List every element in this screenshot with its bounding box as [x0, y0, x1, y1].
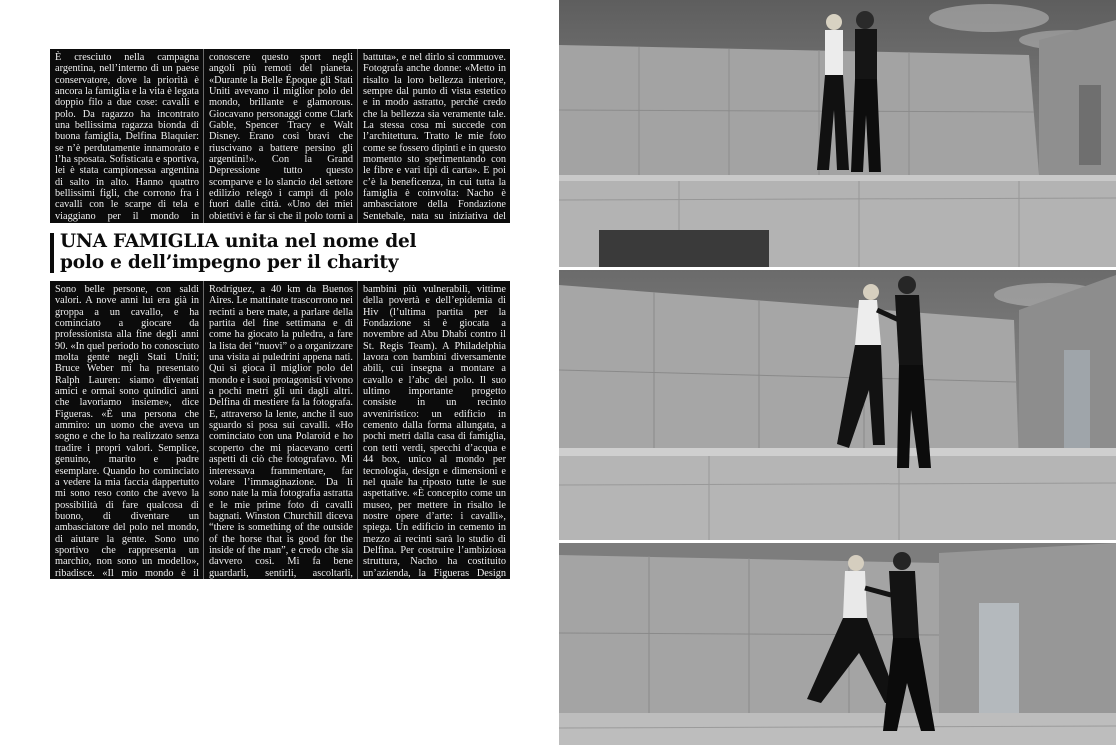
bottom-column-3: bambini più vulnerabili, vittime della povertà e dell’epidemia di Hiv (l’ultima partita per la Fondazione si è giocata a novembre ad Abu Dhabi contro il St. Regis Team). A Philadelphia lavora con bambini diversamente abili, cui insegna a montare a cavallo e l’abc del polo. Il suo ultimo importante progetto consiste in un recinto avveniristico: un edificio in cemento dalla forma allungata, a pochi metri dalla casa di famiglia, con tetti verdi, specchi d’acqua e 44 box, unico al mondo per tecnologia, design e dimensioni e nel quale ha riposto tutte le sue aspettative. «È concepito come un museo, per mettere in risalto le nostre opere d’arte: i cavalli», spiega. Un edificio in cemento in mezzo ai recinti sarà lo studio di Delfina. Per costruire l’ambiziosa struttura, Nacho ha costituito un’azienda, la Figueras Design [357, 281, 510, 579]
bottom-column-1: Sono belle persone, con saldi valori. A nove anni lui era già in groppa a un cavallo, e ha cominciato a giocare da professionista alla fine degli anni 90. «In quel periodo ho conosciuto molta gente negli Stati Uniti; Bruce Weber mi ha presentato Ralph Lauren: siamo diventati amici e ormai sono quindici anni che lavoriamo insieme», dice Figueras. «È una persona che ammiro: un uomo che aveva un sogno e che lo ha realizzato senza tradire i propri valori. Semplice, genuino, marito e padre esemplare. Quando ho cominciato a vedere la mia faccia dappertutto mi sono reso conto che avevo la possibilità di fare qualcosa di buono, di diventare un ambasciatore del polo nel mondo, di aiutare la gente. Sono uno sportivo che rappresenta un marchio, non sono un modello», ribadisce. «Il mio mondo è il [55, 284, 199, 579]
photo-couple-holding-hands [559, 0, 1116, 267]
headline-rest: unita nel nome del [218, 231, 417, 252]
headline-bar [50, 233, 54, 273]
headline-line-1 [60, 231, 416, 252]
top-column-1: È cresciuto nella campagna argentina, nell’interno di un paese conservatore, dove la priorità è ancora la famiglia e la vita è legata doppio filo a due cose: cavalli e polo. Da ragazzo ha incontrato una bellissima ragazza bionda di buona famiglia, Delfina Blaquier: se n’è perdutamente innamorato e l’ha sposata. Sofisticata e sportiva, lei è stata campionessa argentina di salto in alto. Hanno quattro bellissimi figli, che corrono fra i cavalli con le scarpe di tela e viaggiano per il mondo in [55, 52, 199, 222]
bottom-text-block [50, 281, 510, 579]
top-column-2: conoscere questo sport negli angoli più remoti del pianeta. «Durante la Belle Époque gli Stati Uniti avevano il miglior polo del mondo, brillante e glamorous. Giocavano personaggi come Clark Gable, Spencer Tracy e Walt Disney. Erano così bravi che riuscivano a battere persino gli argentini!». Con la Grand Depressione tutto questo scomparve e lo slancio del settore edilizio relegò i campi di polo fuori dalle città. «Uno dei miei obiettivi è far sì che il polo torni a [203, 49, 357, 223]
headline-line-2: polo e dell’impegno per il charity [60, 252, 399, 273]
bottom-column-2: Rodríguez, a 40 km da Buenos Aires. Le mattinate trascorrono nei recinti a bere mate, a parlare della partita del fine settimana e di come ha giocato la puledra, a fare la lista dei “nuovi” o a organizzare una visita ai puledrini appena nati. Qui si gioca il miglior polo del mondo e i suoi protagonisti vivono a pochi metri gli uni dagli altri. Delfina di mestiere fa la fotografa. E, attraverso la lente, anche il suo sguardo si posa sui cavalli. «Ho cominciato con una Polaroid e ho scoperto che mi piacevano certi aspetti di ciò che fotografavo. Mi interessava frammentare, far volare l’immaginazione. Da lì sono nate la mia fotografia astratta e le mie prime foto di cavalli bagnati. Winston Churchill diceva “there is something of the outside of the horse that is good for the inside of the man”, e credo che sia davvero così. Mi fa bene guardarli, sentirli, ascoltarli, [203, 281, 357, 579]
top-column-3: battuta», e nel dirlo si commuove. Fotografa anche donne: «Metto in risalto la loro bellezza interiore, sempre dal punto di vista estetico e in modo astratto, perché credo che la bellezza sia veramente tale. La stessa cosa mi succede con l’architettura. Tratto le mie foto come se fossero dipinti e in questo momento sto sperimentando con le fibre e vari tipi di carta». E poi c’è la beneficenza, in cui tutta la famiglia è coinvolta: Nacho è ambasciatore della Fondazione Sentebale, nata su iniziativa del [357, 49, 510, 223]
top-text-block [50, 49, 510, 223]
headline-caps: UNA FAMIGLIA [60, 231, 219, 252]
photo-couple-embracing [559, 543, 1116, 745]
photo-couple-dancing [559, 270, 1116, 540]
headline [50, 230, 520, 276]
